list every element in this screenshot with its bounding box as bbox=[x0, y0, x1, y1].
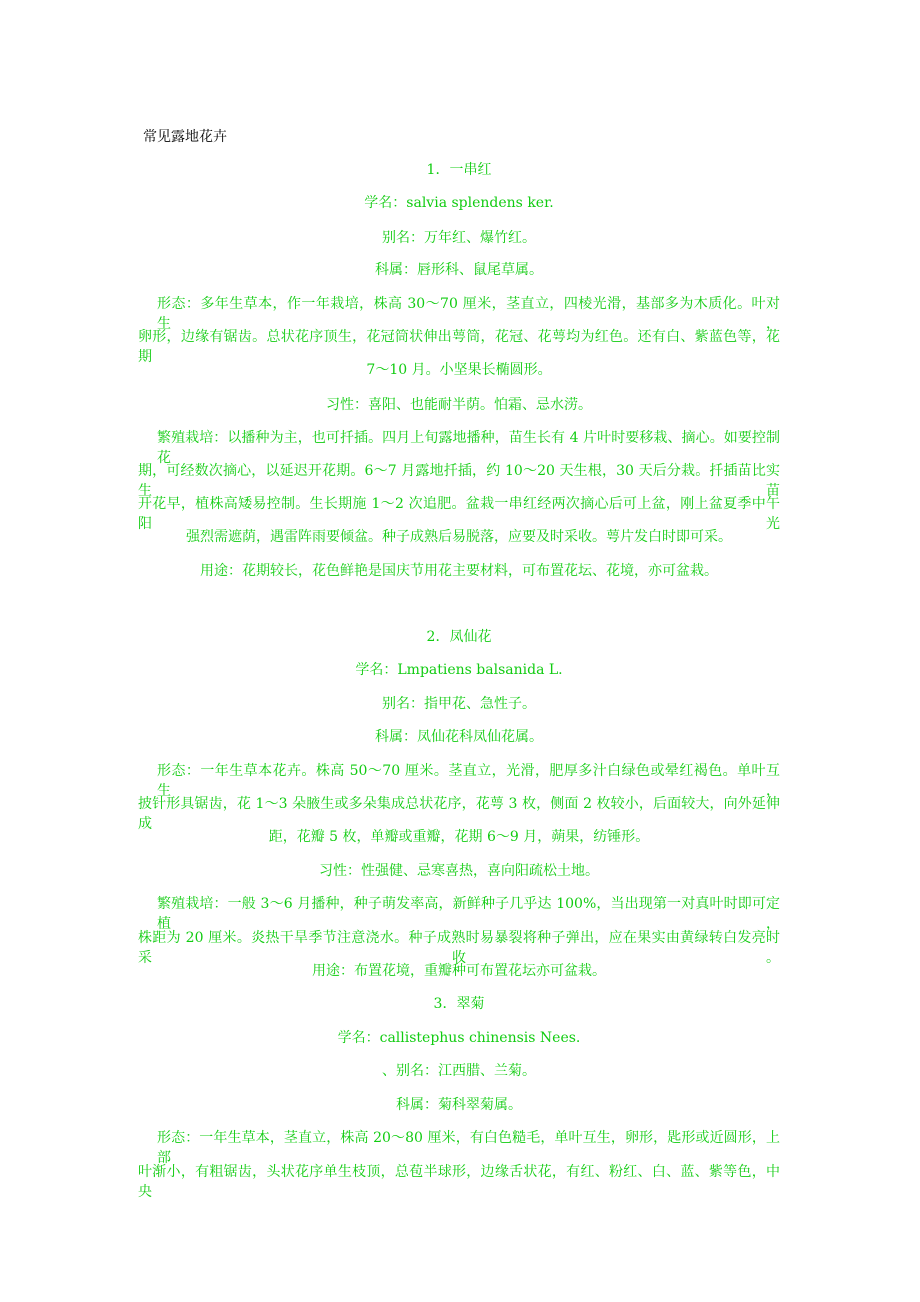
family-line: 科属：唇形科、鼠尾草属。 bbox=[375, 262, 543, 278]
morphology-line: 叶渐小，有粗锯齿，头状花序单生枝顶，总苞半球形，边缘舌状花，有红、粉红、白、蓝、紫等色，中央 bbox=[138, 1164, 780, 1200]
cultivation-line: 繁殖栽培：一般 3～6 月播种，种子萌发率高，新鲜种子几乎达 100%，当出现第一对真叶时即可定植， bbox=[157, 896, 780, 932]
scientific-name-line: 学名：callistephus chinensis Nees. bbox=[337, 1030, 581, 1046]
section-heading-salvia: 1．一串红 bbox=[426, 162, 492, 178]
alias-line: 、别名：江西腊、兰菊。 bbox=[382, 1063, 536, 1079]
cultivation-line: 繁殖栽培：以播种为主，也可扦插。四月上旬露地播种，苗生长有 4 片叶时要移栽、摘心。如要控制花 bbox=[157, 430, 780, 466]
morphology-line: 披针形具锯齿，花 1～3 朵腋生或多朵集成总状花序，花萼 3 枚，侧面 2 枚较小，后面较大，向外延伸成 bbox=[138, 796, 780, 832]
usage-line: 用途：花期较长，花色鲜艳是国庆节用花主要材料，可布置花坛、花境，亦可盆栽。 bbox=[200, 563, 718, 579]
document-title: 常见露地花卉 bbox=[143, 129, 227, 145]
habit-line: 习性：喜阳、也能耐半荫。怕霜、忌水涝。 bbox=[326, 397, 592, 413]
morphology-line: 形态：一年生草本花卉。株高 50～70 厘米。茎直立，光滑，肥厚多汁白绿色或晕红褐色。单叶互生， bbox=[157, 763, 780, 799]
alias-line: 别名：指甲花、急性子。 bbox=[382, 696, 536, 712]
scientific-name-line: 学名：Lmpatiens balsanida L. bbox=[355, 662, 563, 678]
morphology-line: 卵形，边缘有锯齿。总状花序顶生，花冠筒状伸出萼筒，花冠、花萼均为红色。还有白、紫蓝色等，花期 bbox=[138, 329, 780, 365]
cultivation-line: 期，可经数次摘心，以延迟开花期。6～7 月露地扦插，约 10～20 天生根，30 天后分栽。扦插苗比实生苗 bbox=[138, 463, 780, 499]
morphology-line: 形态：多年生草本，作一年栽培，株高 30～70 厘米，茎直立，四棱光滑，基部多为木质化。叶对生， bbox=[157, 296, 780, 332]
alias-line: 别名：万年红、爆竹红。 bbox=[382, 230, 536, 246]
morphology-line: 形态：一年生草本，茎直立，株高 20～80 厘米，有白色糙毛，单叶互生，卵形，匙形或近圆形，上部 bbox=[157, 1130, 780, 1166]
family-line: 科属：菊科翠菊属。 bbox=[396, 1097, 522, 1113]
cultivation-line: 开花早，植株高矮易控制。生长期施 1～2 次追肥。盆栽一串红经两次摘心后可上盆，刚上盆夏季中午阳光 bbox=[138, 496, 780, 532]
section-heading-impatiens: 2．凤仙花 bbox=[426, 629, 492, 645]
morphology-line: 7～10 月。小坚果长椭圆形。 bbox=[366, 362, 552, 378]
habit-line: 习性：性强健、忌寒喜热，喜向阳疏松土地。 bbox=[319, 863, 599, 879]
section-heading-callistephus: 3．翠菊 bbox=[433, 996, 485, 1012]
usage-line: 用途：布置花境，重瓣种可布置花坛亦可盆栽。 bbox=[312, 963, 606, 979]
cultivation-line: 强烈需遮荫，遇雷阵雨要倾盆。种子成熟后易脱落，应要及时采收。萼片发白时即可采。 bbox=[186, 529, 732, 545]
cultivation-line: 株距为 20 厘米。炎热干旱季节注意浇水。种子成熟时易暴裂将种子弹出，应在果实由黄绿转白发亮时采收。 bbox=[138, 930, 780, 966]
family-line: 科属：凤仙花科凤仙花属。 bbox=[375, 729, 543, 745]
morphology-line: 距，花瓣 5 枚，单瓣或重瓣，花期 6～9 月，蒴果，纺锤形。 bbox=[268, 829, 650, 845]
scientific-name-line: 学名：salvia splendens ker. bbox=[364, 195, 554, 211]
